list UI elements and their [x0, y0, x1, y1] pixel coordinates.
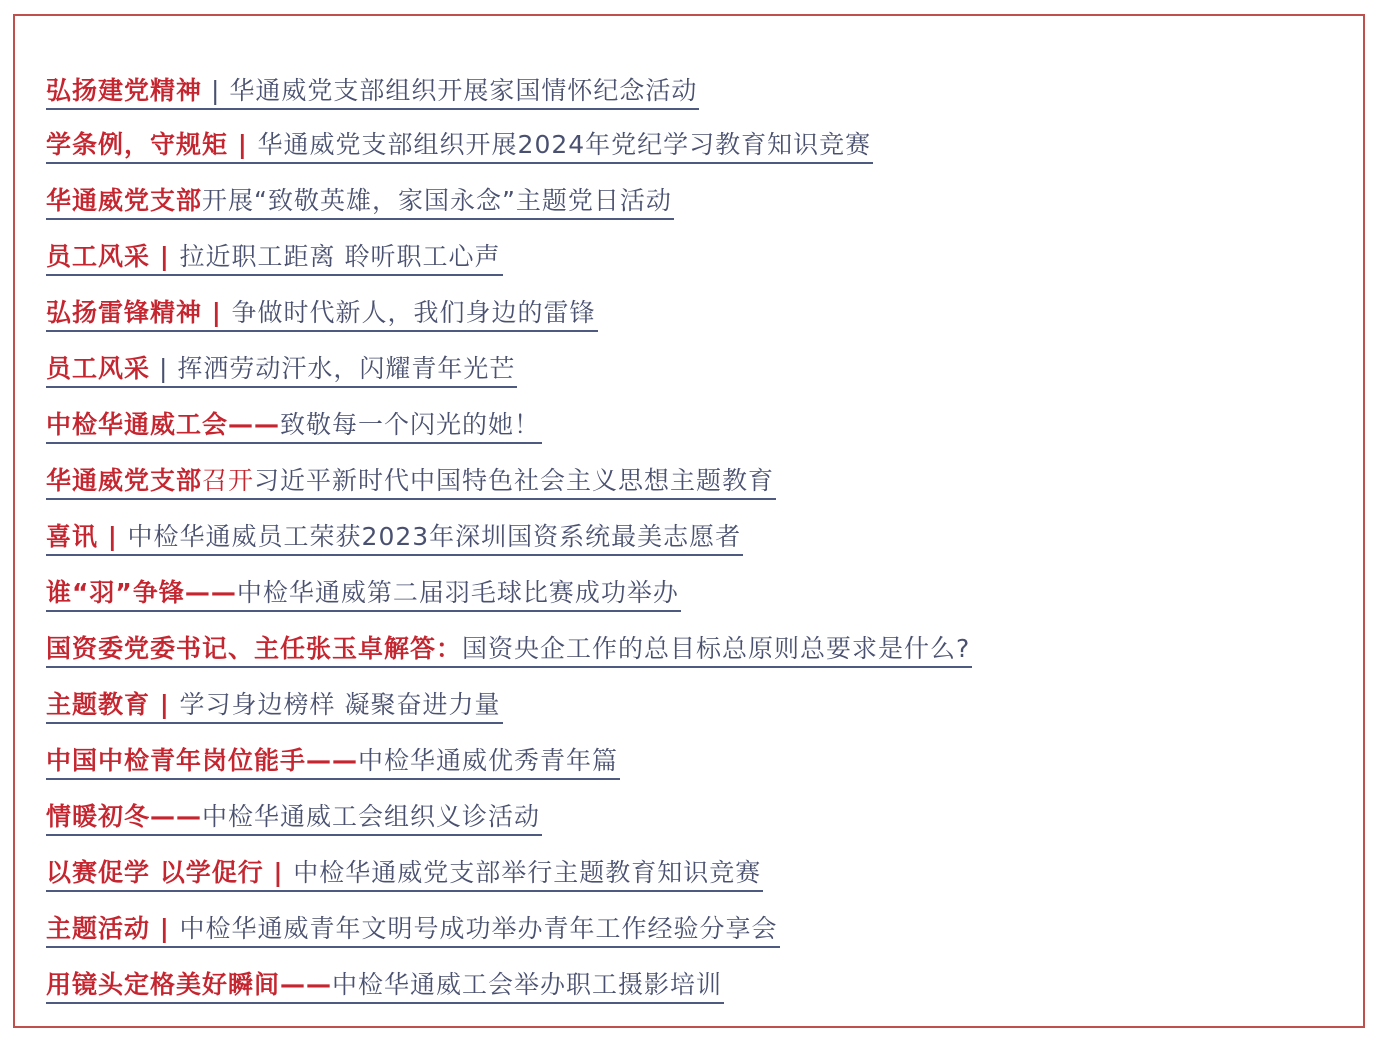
article-lead-text: 中国中检青年岗位能手——: [46, 746, 359, 775]
article-list-panel: [13, 14, 1365, 1028]
article-lead-text: 喜讯 |: [46, 522, 128, 551]
list-item: [46, 900, 972, 956]
article-link[interactable]: [46, 508, 743, 556]
article-lead-text: 情暖初冬——: [46, 802, 203, 831]
article-link[interactable]: [46, 788, 542, 836]
list-item: [46, 676, 972, 732]
list-item: [46, 340, 972, 396]
article-title-text: 中检华通威工会举办职工摄影培训: [332, 970, 723, 999]
article-lead-text: 弘扬雷锋精神 |: [46, 298, 232, 327]
article-lead-text: 谁“羽”争锋——: [46, 578, 237, 607]
list-item: [46, 396, 972, 452]
article-link[interactable]: [46, 956, 724, 1004]
list-item: [46, 60, 972, 116]
article-link[interactable]: [46, 452, 776, 500]
article-list: [46, 60, 972, 1012]
article-title-text: 中检华通威工会组织义诊活动: [202, 802, 541, 831]
list-item: [46, 116, 972, 172]
article-link[interactable]: [46, 396, 542, 444]
article-separator: |: [150, 354, 178, 383]
article-lead-text: 用镜头定格美好瞬间——: [46, 970, 333, 999]
article-link[interactable]: [46, 116, 873, 164]
article-title-text: 华通威党支部组织开展2024年党纪学习教育知识竞赛: [257, 130, 872, 159]
article-title-text: 中检华通威青年文明号成功举办青年工作经验分享会: [179, 914, 778, 943]
article-link[interactable]: [46, 340, 517, 388]
article-title-text: 学习身边榜样 凝聚奋进力量: [179, 690, 501, 719]
article-title-text: 中检华通威党支部举行主题教育知识竞赛: [293, 858, 762, 887]
article-lead-text: 弘扬建党精神: [46, 76, 203, 105]
article-title-text: 中检华通威员工荣获2023年深圳国资系统最美志愿者: [127, 522, 742, 551]
article-title-text: 挥洒劳动汗水，闪耀青年光芒: [177, 354, 516, 383]
article-title-text: 开展“致敬英雄，家国永念”主题党日活动: [202, 186, 672, 215]
article-link[interactable]: [46, 284, 598, 332]
article-lead-text: 主题活动 |: [46, 914, 180, 943]
article-link[interactable]: [46, 564, 681, 612]
article-link[interactable]: [46, 620, 972, 668]
article-title-text: 争做时代新人，我们身边的雷锋: [231, 298, 596, 327]
article-link[interactable]: [46, 676, 503, 724]
article-lead-text: 员工风采 |: [46, 242, 180, 271]
article-title-text: 国资央企工作的总目标总原则总要求是什么?: [462, 634, 971, 663]
article-lead-text: 员工风采: [46, 354, 151, 383]
article-link[interactable]: [46, 172, 674, 220]
list-item: [46, 452, 972, 508]
list-item: [46, 172, 972, 228]
article-link[interactable]: [46, 900, 780, 948]
list-item: [46, 228, 972, 284]
article-title-text: 中检华通威第二届羽毛球比赛成功举办: [236, 578, 679, 607]
article-lead-text: 以赛促学 以学促行 |: [46, 858, 294, 887]
article-link[interactable]: [46, 844, 763, 892]
article-lead-text: 华通威党支部: [46, 466, 203, 495]
list-item: [46, 620, 972, 676]
article-title-text: 致敬每一个闪光的她！: [280, 410, 541, 439]
article-link[interactable]: [46, 228, 503, 276]
article-separator: |: [202, 76, 230, 105]
article-lead-text: 主题教育 |: [46, 690, 180, 719]
list-item: [46, 564, 972, 620]
article-title-text: 拉近职工距离 聆听职工心声: [179, 242, 501, 271]
list-item: [46, 844, 972, 900]
list-item: [46, 956, 972, 1012]
article-lead-text: 华通威党支部: [46, 186, 203, 215]
article-link[interactable]: [46, 60, 699, 110]
article-title-text: 华通威党支部组织开展家国情怀纪念活动: [229, 76, 698, 105]
article-title-text: 习近平新时代中国特色社会主义思想主题教育: [254, 466, 775, 495]
article-lead-text: 国资委党委书记、主任张玉卓解答：: [46, 634, 463, 663]
article-title-text: 中检华通威优秀青年篇: [358, 746, 619, 775]
article-lead-text: 中检华通威工会——: [46, 410, 281, 439]
list-item: [46, 508, 972, 564]
list-item: [46, 284, 972, 340]
list-item: [46, 732, 972, 788]
article-link[interactable]: [46, 732, 620, 780]
article-verb-text: 召开: [202, 466, 255, 495]
list-item: [46, 788, 972, 844]
article-lead-text: 学条例，守规矩 |: [46, 130, 258, 159]
